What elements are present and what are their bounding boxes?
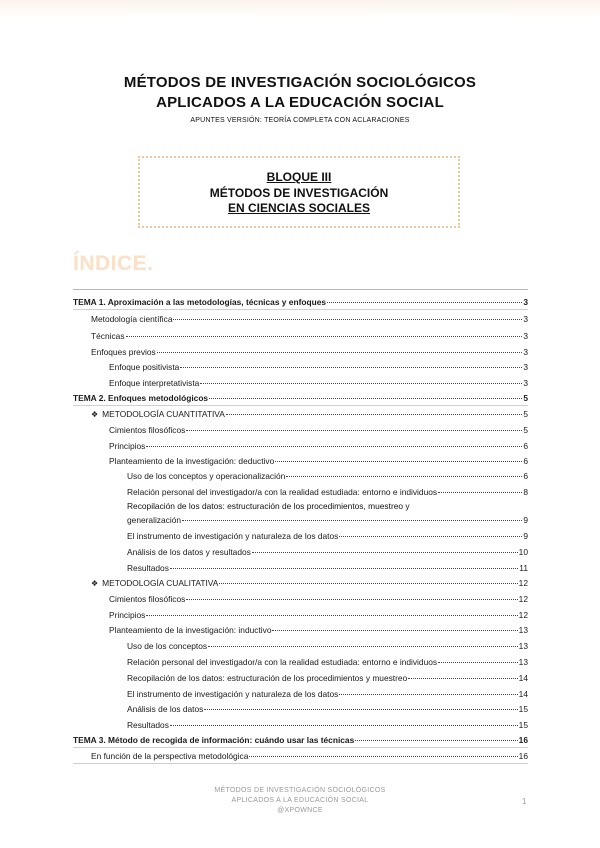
toc-entry-page: 3 (523, 297, 528, 307)
toc-leader (170, 568, 518, 569)
toc-leader (286, 476, 522, 477)
toc-leader (170, 725, 518, 726)
toc-entry-page: 13 (518, 625, 528, 635)
toc-leader (408, 678, 517, 679)
toc-entry-text: Relación personal del investigador/a con la realidad estudiada: entorno e individuos (127, 657, 438, 667)
toc-entry-text: METODOLOGÍA CUALITATIVA (102, 578, 219, 588)
toc-entry-page: 13 (518, 641, 528, 651)
toc-entry-text: Enfoque interpretativista (109, 378, 200, 388)
toc-entry[interactable] (109, 593, 528, 606)
toc-entry-text: Enfoque positivista (109, 362, 180, 372)
toc-entry-page: 15 (518, 704, 528, 714)
toc-entry-page: 6 (523, 471, 528, 481)
toc-leader (146, 446, 522, 447)
toc-row-divider (73, 747, 528, 748)
toc-entry-text: Recopilación de los datos: estructuración de los procedimientos y muestreo (127, 673, 408, 683)
toc-leader (126, 336, 523, 337)
toc-leader (339, 694, 517, 695)
diamond-bullet-icon: ❖ (91, 410, 99, 419)
toc-leader (209, 398, 522, 399)
toc-leader (182, 520, 522, 521)
toc-entry-page: 3 (523, 314, 528, 324)
toc-leader (438, 492, 522, 493)
block-title-box (138, 156, 460, 228)
toc-entry[interactable] (109, 624, 528, 637)
toc-entry-text: Metodología científica (91, 314, 173, 324)
toc-entry[interactable] (127, 719, 528, 732)
toc-entry-page: 16 (518, 735, 528, 745)
diamond-bullet-icon: ❖ (91, 579, 99, 588)
toc-leader (438, 662, 518, 663)
document-title-line2: APLICADOS A LA EDUCACIÓN SOCIAL (156, 94, 444, 111)
toc-leader (173, 319, 522, 320)
toc-entry-page: 14 (518, 689, 528, 699)
toc-entry-text: Principios (109, 441, 146, 451)
toc-entry-text: Resultados (127, 720, 169, 730)
toc-entry-text: Uso de los conceptos (127, 641, 208, 651)
toc-entry-page: 12 (518, 578, 528, 588)
toc-entry[interactable] (127, 530, 528, 543)
toc-entry[interactable] (109, 455, 528, 468)
toc-entry-page: 6 (523, 441, 528, 451)
toc-entry-page: 10 (518, 547, 528, 557)
toc-entry-page: 3 (523, 362, 528, 372)
toc-entry[interactable] (91, 750, 528, 763)
toc-entry-text: Resultados (127, 563, 169, 573)
toc-entry[interactable] (127, 546, 528, 559)
toc-entry[interactable] (127, 672, 528, 685)
toc-entry-page: 9 (523, 531, 528, 541)
toc-entry[interactable] (109, 361, 528, 374)
toc-entry-page: 3 (523, 331, 528, 341)
toc-top-rule (73, 289, 528, 290)
toc-entry-text: Análisis de los datos (127, 704, 204, 714)
block-title-line1: MÉTODOS DE INVESTIGACIÓN (209, 186, 389, 200)
toc-leader (327, 302, 522, 303)
toc-leader (226, 414, 522, 415)
toc-entry-text: Análisis de los datos y resultados (127, 547, 251, 557)
toc-entry-page: 5 (523, 425, 528, 435)
toc-entry-page: 11 (519, 563, 528, 573)
toc-entry-text: Enfoques previos (91, 347, 156, 357)
toc-entry-page: 14 (518, 673, 528, 683)
toc-leader (355, 740, 517, 741)
toc-entry-page: 9 (523, 515, 528, 525)
toc-entry[interactable] (127, 688, 528, 701)
toc-leader (186, 599, 517, 600)
toc-row-divider (73, 309, 528, 310)
toc-entry[interactable] (91, 577, 528, 590)
toc-entry[interactable] (109, 440, 528, 453)
index-heading: ÍNDICE. (73, 252, 154, 275)
toc-entry-text: Principios (109, 610, 146, 620)
toc-entry[interactable] (127, 486, 528, 499)
toc-entry-text: El instrumento de investigación y naturaleza de los datos (127, 531, 339, 541)
toc-entry-page: 6 (523, 456, 528, 466)
toc-entry[interactable] (127, 562, 528, 575)
toc-entry[interactable] (91, 313, 528, 326)
toc-entry[interactable] (127, 703, 528, 716)
toc-entry-page: 5 (523, 409, 528, 419)
toc-entry-text: TEMA 1. Aproximación a las metodologías, técnicas y enfoques (73, 297, 327, 307)
toc-entry-text: En función de la perspectiva metodológica (91, 751, 249, 761)
toc-entry-text: Cimientos filosóficos (109, 594, 186, 604)
toc-leader (157, 352, 523, 353)
toc-entry-text: Uso de los conceptos y operacionalización (127, 471, 286, 481)
toc-entry[interactable] (91, 346, 528, 359)
toc-leader (272, 630, 517, 631)
toc-entry-text: METODOLOGÍA CUANTITATIVA (102, 409, 225, 419)
toc-entry[interactable] (109, 609, 528, 622)
toc-entry-text: Técnicas (91, 331, 125, 341)
toc-leader (186, 430, 522, 431)
toc-entry-text: Cimientos filosóficos (109, 425, 186, 435)
toc-entry[interactable] (127, 656, 528, 669)
footer-line3: @XPOWNCE (277, 807, 323, 814)
toc-entry[interactable] (91, 330, 528, 343)
toc-leader (146, 615, 517, 616)
toc-entry-text: Planteamiento de la investigación: inductivo (109, 625, 272, 635)
toc-entry-text: TEMA 2. Enfoques metodológicos (73, 393, 209, 403)
toc-entry[interactable] (109, 377, 528, 390)
block-title-line2: EN CIENCIAS SOCIALES (227, 201, 371, 215)
page-number: 1 (522, 797, 527, 806)
toc-entry-page: 15 (518, 720, 528, 730)
toc-entry-page: 13 (518, 657, 528, 667)
toc-entry[interactable] (73, 392, 528, 405)
toc-entry[interactable] (127, 514, 528, 527)
block-label: BLOQUE III (266, 170, 332, 184)
document-subtitle: APUNTES VERSIÓN: TEORÍA COMPLETA CON ACLARACIONES (190, 117, 410, 124)
toc-entry-text: Planteamiento de la investigación: deductivo (109, 456, 275, 466)
toc-entry[interactable] (127, 640, 528, 653)
toc-leader (180, 367, 522, 368)
toc-entry-page: 12 (518, 594, 528, 604)
toc-leader (275, 461, 522, 462)
footer-line1: MÉTODOS DE INVESTIGACIÓN SOCIOLÓGICOS (214, 787, 386, 794)
toc-entry-page: 8 (523, 487, 528, 497)
toc-row-divider (73, 405, 528, 406)
toc-leader (208, 646, 518, 647)
toc-leader (204, 709, 517, 710)
toc-row-divider (73, 763, 528, 764)
toc-entry[interactable] (109, 424, 528, 437)
toc-entry-wrap-line: Recopilación de los datos: estructuración de los procedimientos, muestreo y (127, 501, 410, 511)
toc-entry-text: Relación personal del investigador/a con la realidad estudiada: entorno e individuos (127, 487, 438, 497)
toc-entry-text: TEMA 3. Método de recogida de información: cuándo usar las técnicas (73, 735, 355, 745)
footer-line2: APLICADOS A LA EDUCACIÓN SOCIAL (231, 797, 369, 804)
toc-leader (252, 552, 518, 553)
document-title-line1: MÉTODOS DE INVESTIGACIÓN SOCIOLÓGICOS (123, 74, 477, 91)
toc-leader (339, 536, 522, 537)
page-top-strip (0, 0, 600, 18)
toc-leader (219, 583, 517, 584)
toc-entry[interactable] (73, 734, 528, 747)
toc-entry-page: 3 (523, 347, 528, 357)
toc-entry-page: 5 (523, 393, 528, 403)
toc-entry-text: El instrumento de investigación y naturaleza de los datos (127, 689, 339, 699)
toc-leader (200, 383, 522, 384)
toc-entry-page: 12 (518, 610, 528, 620)
toc-entry[interactable] (127, 470, 528, 483)
toc-leader (249, 756, 517, 757)
toc-entry-page: 16 (518, 751, 528, 761)
toc-entry-page: 3 (523, 378, 528, 388)
toc-entry[interactable] (91, 408, 528, 421)
toc-entry-text: generalización (127, 515, 182, 525)
toc-entry[interactable] (73, 296, 528, 309)
